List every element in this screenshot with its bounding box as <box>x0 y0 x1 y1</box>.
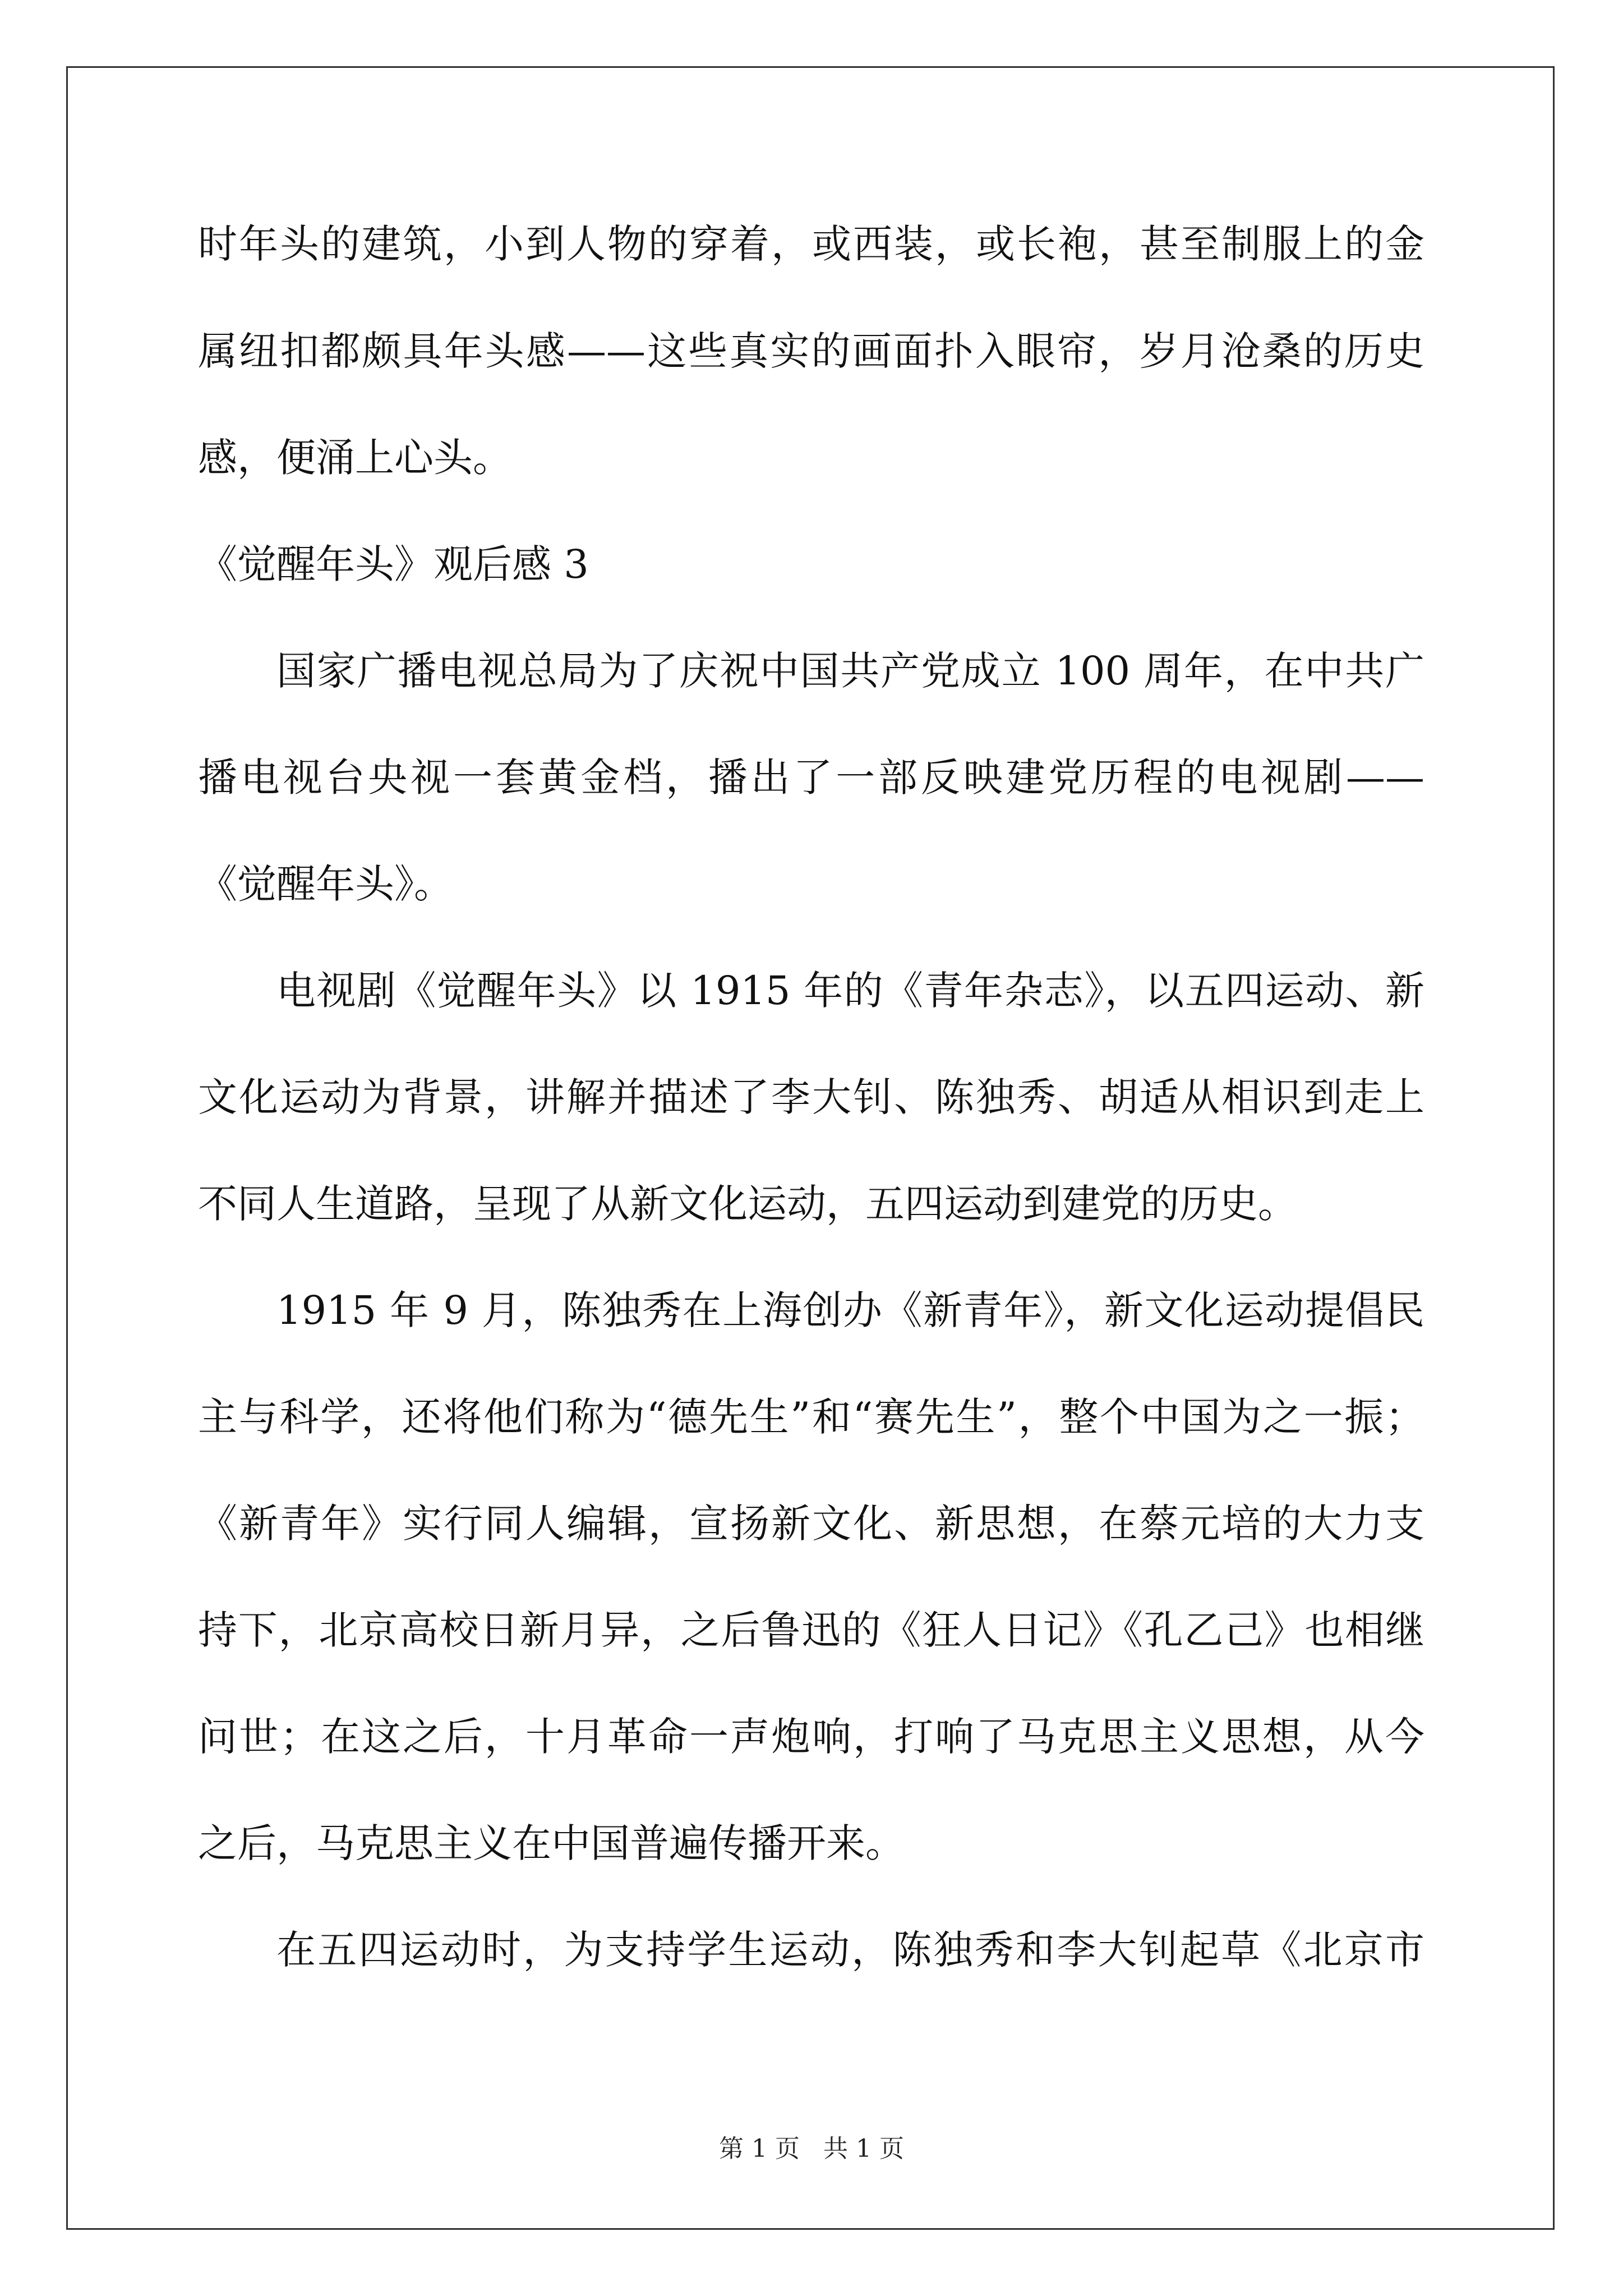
text-line: 《觉醒年头》。 <box>198 861 453 907</box>
text-line: 主与科学，还将他们称为“德先生”和“赛先生”，整个中国为之一振； <box>198 1394 1424 1440</box>
text-line: 1915 年 9 月，陈独秀在上海创办《新青年》，新文化运动提倡民 <box>276 1287 1424 1333</box>
section-heading: 《觉醒年头》观后感 3 <box>198 541 589 587</box>
text-line: 之后，马克思主义在中国普遍传播开来。 <box>198 1820 905 1866</box>
text-line: 时年头的建筑，小到人物的穿着，或西装，或长袍，甚至制服上的金 <box>198 221 1424 267</box>
text-line: 在五四运动时，为支持学生运动，陈独秀和李大钊起草《北京市 <box>276 1927 1424 1973</box>
text-line: 播电视台央视一套黄金档，播出了一部反映建党历程的电视剧—— <box>198 754 1424 800</box>
text-line: 国家广播电视总局为了庆祝中国共产党成立 100 周年，在中共广 <box>276 648 1424 694</box>
text-line: 《新青年》实行同人编辑，宣扬新文化、新思想，在蔡元培的大力支 <box>198 1501 1424 1547</box>
text-line: 问世；在这之后，十月革命一声炮响，打响了马克思主义思想，从今 <box>198 1714 1424 1760</box>
text-line: 属纽扣都颇具年头感——这些真实的画面扑入眼帘，岁月沧桑的历史 <box>198 328 1424 374</box>
text-line: 不同人生道路，呈现了从新文化运动，五四运动到建党的历史。 <box>198 1181 1297 1227</box>
text-line: 感，便涌上心头。 <box>198 435 512 481</box>
text-line: 持下，北京高校日新月异，之后鲁迅的《狂人日记》《孔乙己》也相继 <box>198 1607 1424 1653</box>
text-line: 电视剧《觉醒年头》以 1915 年的《青年杂志》，以五四运动、新 <box>276 968 1424 1014</box>
page-border <box>66 66 1555 2230</box>
page-footer: 第 1 页 共 1 页 <box>719 2134 904 2163</box>
text-line: 文化运动为背景，讲解并描述了李大钊、陈独秀、胡适从相识到走上 <box>198 1074 1424 1120</box>
